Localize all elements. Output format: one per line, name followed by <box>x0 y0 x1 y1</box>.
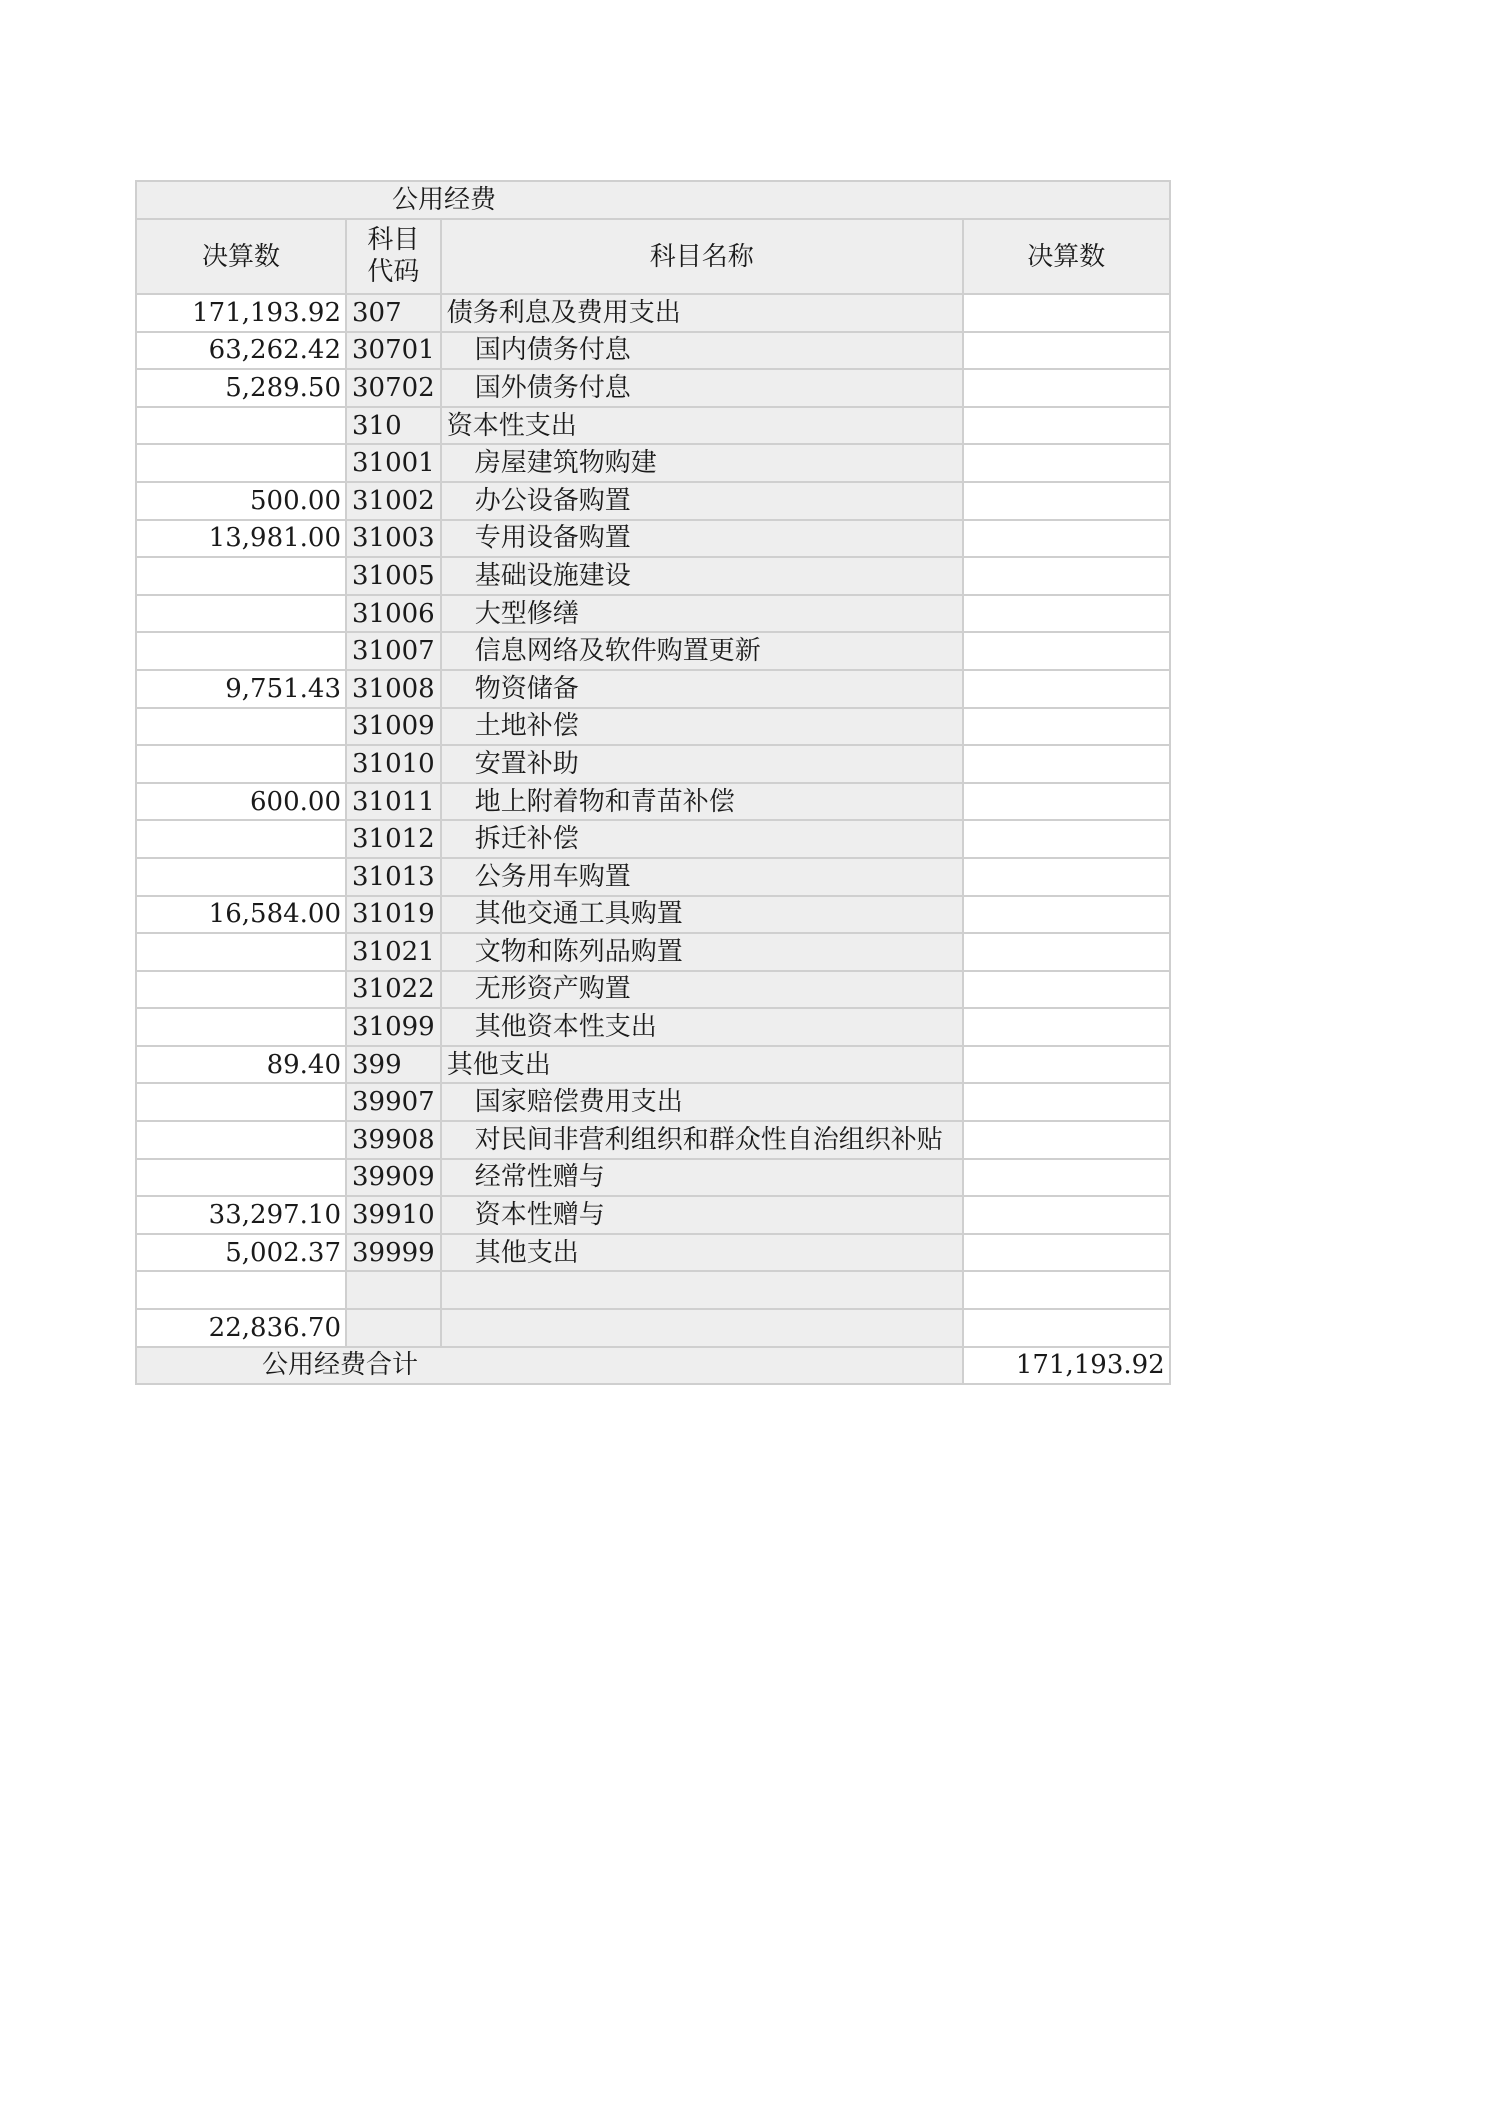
row-code: 31013 <box>346 858 441 896</box>
row-name-text: 国内债务付息 <box>474 335 631 366</box>
row-code: 310 <box>346 407 441 445</box>
table-row <box>136 933 1170 971</box>
row-amount-right <box>963 1008 1170 1046</box>
table-row <box>136 407 1170 445</box>
row-code: 39909 <box>346 1159 441 1197</box>
row-amount <box>136 1121 346 1159</box>
table-row <box>136 332 1170 370</box>
table-row <box>136 1309 1170 1347</box>
row-amount-right <box>963 557 1170 595</box>
header-code <box>346 219 441 294</box>
row-name-text: 地上附着物和青苗补偿 <box>474 786 735 817</box>
row-amount-right <box>963 1083 1170 1121</box>
table-row <box>136 971 1170 1009</box>
header-row <box>136 219 1170 294</box>
row-name <box>441 820 963 858</box>
row-amount <box>136 444 346 482</box>
row-amount-right <box>963 670 1170 708</box>
row-name-text: 其他支出 <box>446 1049 551 1080</box>
row-amount-right <box>963 332 1170 370</box>
row-amount-right <box>963 858 1170 896</box>
row-name-text: 资本性赠与 <box>474 1200 605 1231</box>
row-amount <box>136 557 346 595</box>
row-amount-right <box>963 933 1170 971</box>
row-amount <box>136 407 346 445</box>
row-code: 31003 <box>346 520 441 558</box>
row-amount-right <box>963 1046 1170 1084</box>
row-amount <box>136 595 346 633</box>
row-amount <box>136 632 346 670</box>
table-row <box>136 1008 1170 1046</box>
row-name <box>441 595 963 633</box>
row-code: 31002 <box>346 482 441 520</box>
row-code <box>346 1271 441 1309</box>
row-amount-right <box>963 820 1170 858</box>
row-amount: 89.40 <box>136 1046 346 1084</box>
row-code: 31010 <box>346 745 441 783</box>
table-row <box>136 1159 1170 1197</box>
row-amount-right <box>963 1234 1170 1272</box>
row-code: 31007 <box>346 632 441 670</box>
row-amount-right <box>963 595 1170 633</box>
total-row <box>136 1347 1170 1385</box>
header-code-line1: 科目 <box>367 225 420 256</box>
row-code: 39910 <box>346 1196 441 1234</box>
row-code: 31011 <box>346 783 441 821</box>
row-amount-right <box>963 1309 1170 1347</box>
row-code: 31009 <box>346 708 441 746</box>
row-name <box>441 1309 963 1347</box>
total-label: 公用经费合计 <box>136 1347 963 1385</box>
header-amount-left: 决算数 <box>136 219 346 294</box>
row-name-text: 公务用车购置 <box>474 861 631 892</box>
row-amount-right <box>963 369 1170 407</box>
row-name <box>441 858 963 896</box>
row-name-text: 无形资产购置 <box>474 974 631 1005</box>
table-row <box>136 708 1170 746</box>
row-amount: 5,289.50 <box>136 369 346 407</box>
table-row <box>136 1121 1170 1159</box>
row-amount <box>136 1159 346 1197</box>
row-name-text: 国家赔偿费用支出 <box>474 1087 683 1118</box>
public-expenses-table <box>135 180 1171 1385</box>
row-code <box>346 1309 441 1347</box>
row-name-text: 拆迁补偿 <box>474 824 579 855</box>
header-code-line2: 代码 <box>367 256 420 287</box>
row-amount: 13,981.00 <box>136 520 346 558</box>
row-name-text: 经常性赠与 <box>474 1162 605 1193</box>
row-amount <box>136 933 346 971</box>
total-value: 171,193.92 <box>963 1347 1170 1385</box>
row-name <box>441 294 963 332</box>
row-code: 31099 <box>346 1008 441 1046</box>
row-name-text: 专用设备购置 <box>474 523 631 554</box>
row-name-text: 文物和陈列品购置 <box>474 936 683 967</box>
row-code: 31019 <box>346 896 441 934</box>
table-row <box>136 896 1170 934</box>
table-row <box>136 1046 1170 1084</box>
row-name-text: 对民间非营利组织和群众性自治组织补贴 <box>474 1124 943 1155</box>
row-name-text: 办公设备购置 <box>474 485 631 516</box>
row-code: 31001 <box>346 444 441 482</box>
row-name <box>441 708 963 746</box>
row-name <box>441 1271 963 1309</box>
row-amount: 22,836.70 <box>136 1309 346 1347</box>
row-code: 399 <box>346 1046 441 1084</box>
table-row <box>136 1196 1170 1234</box>
row-code: 31022 <box>346 971 441 1009</box>
table-row <box>136 632 1170 670</box>
row-name <box>441 407 963 445</box>
row-code: 307 <box>346 294 441 332</box>
row-amount: 33,297.10 <box>136 1196 346 1234</box>
table-row <box>136 1083 1170 1121</box>
row-code: 39907 <box>346 1083 441 1121</box>
row-code: 31005 <box>346 557 441 595</box>
row-amount-right <box>963 444 1170 482</box>
row-name-text: 资本性支出 <box>446 410 577 441</box>
row-code: 39999 <box>346 1234 441 1272</box>
row-amount-right <box>963 482 1170 520</box>
row-amount-right <box>963 1159 1170 1197</box>
row-amount-right <box>963 632 1170 670</box>
row-name-text: 大型修缮 <box>474 598 579 629</box>
table-row <box>136 557 1170 595</box>
row-name-text: 国外债务付息 <box>474 372 631 403</box>
row-amount-right <box>963 520 1170 558</box>
row-name <box>441 369 963 407</box>
header-amount-right: 决算数 <box>963 219 1170 294</box>
row-amount-right <box>963 1121 1170 1159</box>
row-name <box>441 1234 963 1272</box>
row-amount: 16,584.00 <box>136 896 346 934</box>
table-row <box>136 369 1170 407</box>
row-name-text: 信息网络及软件购置更新 <box>474 636 761 667</box>
row-amount <box>136 1271 346 1309</box>
row-name <box>441 971 963 1009</box>
row-name <box>441 933 963 971</box>
row-amount-right <box>963 971 1170 1009</box>
row-name-text: 其他交通工具购置 <box>474 899 683 930</box>
row-amount: 5,002.37 <box>136 1234 346 1272</box>
table-row <box>136 482 1170 520</box>
row-name <box>441 1121 963 1159</box>
row-amount: 500.00 <box>136 482 346 520</box>
row-name <box>441 896 963 934</box>
row-amount: 63,262.42 <box>136 332 346 370</box>
row-amount: 171,193.92 <box>136 294 346 332</box>
row-name <box>441 1196 963 1234</box>
row-amount <box>136 820 346 858</box>
row-amount <box>136 1008 346 1046</box>
row-amount <box>136 708 346 746</box>
row-amount <box>136 745 346 783</box>
table-row <box>136 670 1170 708</box>
title-row <box>136 181 1170 219</box>
table-row <box>136 1271 1170 1309</box>
table-row <box>136 745 1170 783</box>
row-name <box>441 482 963 520</box>
row-code: 31008 <box>346 670 441 708</box>
row-name-text: 安置补助 <box>474 748 579 779</box>
row-code: 31012 <box>346 820 441 858</box>
row-name <box>441 670 963 708</box>
row-name <box>441 1159 963 1197</box>
table-row <box>136 1234 1170 1272</box>
row-name <box>441 557 963 595</box>
row-amount-right <box>963 896 1170 934</box>
row-amount-right <box>963 1196 1170 1234</box>
row-name-text: 土地补偿 <box>474 711 579 742</box>
row-amount-right <box>963 294 1170 332</box>
row-name <box>441 1083 963 1121</box>
row-amount <box>136 858 346 896</box>
header-name: 科目名称 <box>441 219 963 294</box>
row-amount-right <box>963 783 1170 821</box>
table-title: 公用经费 <box>136 181 1170 219</box>
table-row <box>136 520 1170 558</box>
row-code: 30702 <box>346 369 441 407</box>
table-row <box>136 444 1170 482</box>
row-name <box>441 520 963 558</box>
table-row <box>136 858 1170 896</box>
row-name <box>441 1046 963 1084</box>
row-name-text: 房屋建筑物购建 <box>474 448 657 479</box>
row-code: 30701 <box>346 332 441 370</box>
row-amount <box>136 971 346 1009</box>
row-amount-right <box>963 407 1170 445</box>
table-row <box>136 783 1170 821</box>
row-code: 31006 <box>346 595 441 633</box>
table-row <box>136 820 1170 858</box>
row-name-text: 其他支出 <box>474 1237 579 1268</box>
row-amount: 9,751.43 <box>136 670 346 708</box>
row-name-text: 物资储备 <box>474 673 579 704</box>
row-name <box>441 632 963 670</box>
row-name <box>441 783 963 821</box>
row-amount-right <box>963 708 1170 746</box>
row-name-text: 基础设施建设 <box>474 560 631 591</box>
row-name <box>441 745 963 783</box>
row-amount-right <box>963 1271 1170 1309</box>
row-code: 39908 <box>346 1121 441 1159</box>
row-name-text: 其他资本性支出 <box>474 1012 657 1043</box>
table-row <box>136 294 1170 332</box>
row-amount-right <box>963 745 1170 783</box>
row-name-text: 债务利息及费用支出 <box>446 297 681 328</box>
table-row <box>136 595 1170 633</box>
row-name <box>441 332 963 370</box>
row-amount <box>136 1083 346 1121</box>
row-amount: 600.00 <box>136 783 346 821</box>
row-name <box>441 1008 963 1046</box>
row-name <box>441 444 963 482</box>
row-code: 31021 <box>346 933 441 971</box>
